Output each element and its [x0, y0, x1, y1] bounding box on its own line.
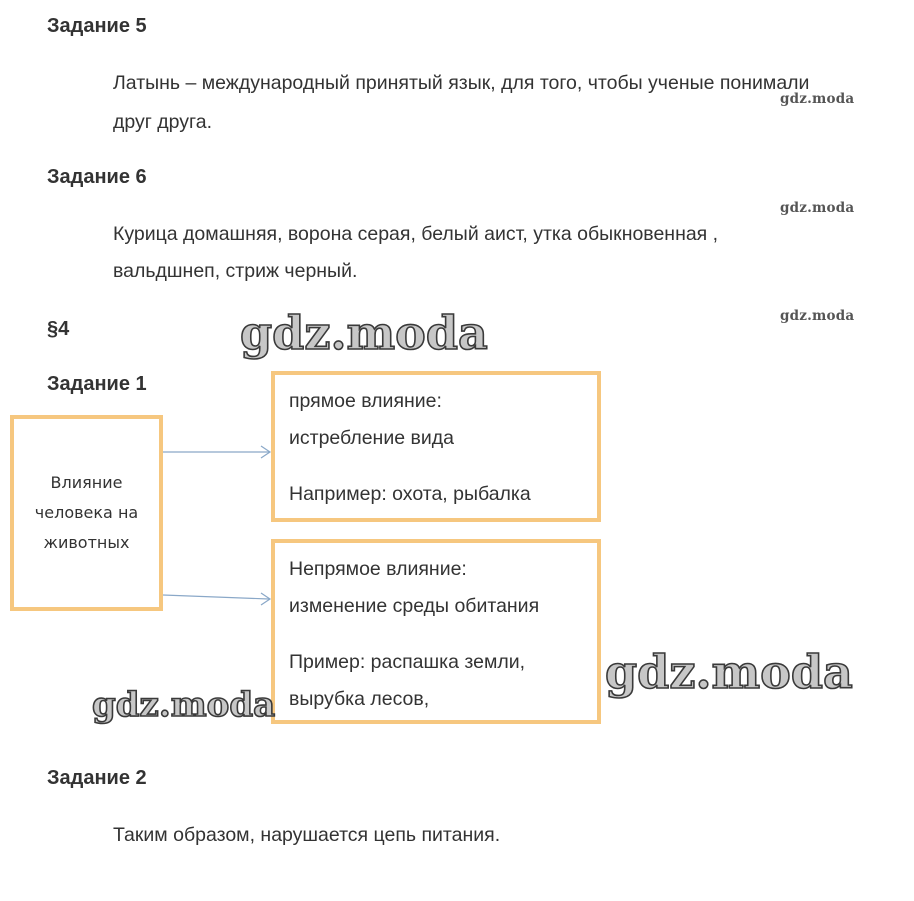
task5-heading: Задание 5 — [47, 15, 147, 37]
indirect-influence-desc: изменение среды обитания — [289, 595, 540, 617]
task5-line-2: друг друга. — [113, 111, 212, 133]
task5-line-1: Латынь – международный принятый язык, для того, чтобы ученые понимали — [113, 72, 810, 94]
watermark-big-1: gdz.moda — [240, 306, 488, 360]
task2-line-1: Таким образом, нарушается цепь питания. — [113, 824, 501, 846]
watermark-small-1: gdz.moda — [780, 91, 855, 107]
diagram-source-label — [14, 468, 159, 558]
watermark-small-3: gdz.moda — [780, 308, 855, 324]
watermark-big-3: gdz.moda — [605, 645, 853, 699]
paragraph-mark: §4 — [47, 318, 70, 340]
task6-line-2: вальдшнеп, стриж черный. — [113, 260, 358, 282]
watermark-small-2: gdz.moda — [780, 200, 855, 216]
task1-heading: Задание 1 — [47, 373, 147, 395]
task2-heading: Задание 2 — [47, 767, 147, 789]
diagram-direct-box — [271, 371, 601, 522]
indirect-influence-example-2: вырубка лесов, — [289, 688, 430, 710]
watermark-big-2: gdz.moda — [92, 685, 276, 725]
direct-influence-title: прямое влияние: — [289, 390, 442, 412]
diagram-indirect-box — [271, 539, 601, 724]
diagram-source-box — [10, 415, 163, 611]
direct-influence-desc: истребление вида — [289, 427, 454, 449]
task6-heading: Задание 6 — [47, 166, 147, 188]
diagram-source-line-1: Влияние — [50, 473, 123, 492]
diagram-source-line-3: животных — [43, 533, 130, 552]
indirect-influence-title: Непрямое влияние: — [289, 558, 467, 580]
arrow-to-indirect — [163, 593, 270, 605]
direct-influence-example: Например: охота, рыбалка — [289, 483, 531, 505]
task6-line-1: Курица домашняя, ворона серая, белый аист, утка обыкновенная , — [113, 223, 719, 245]
arrow-to-direct — [163, 446, 270, 458]
indirect-influence-example-1: Пример: распашка земли, — [289, 651, 526, 673]
diagram-source-line-2: человека на — [34, 503, 139, 522]
